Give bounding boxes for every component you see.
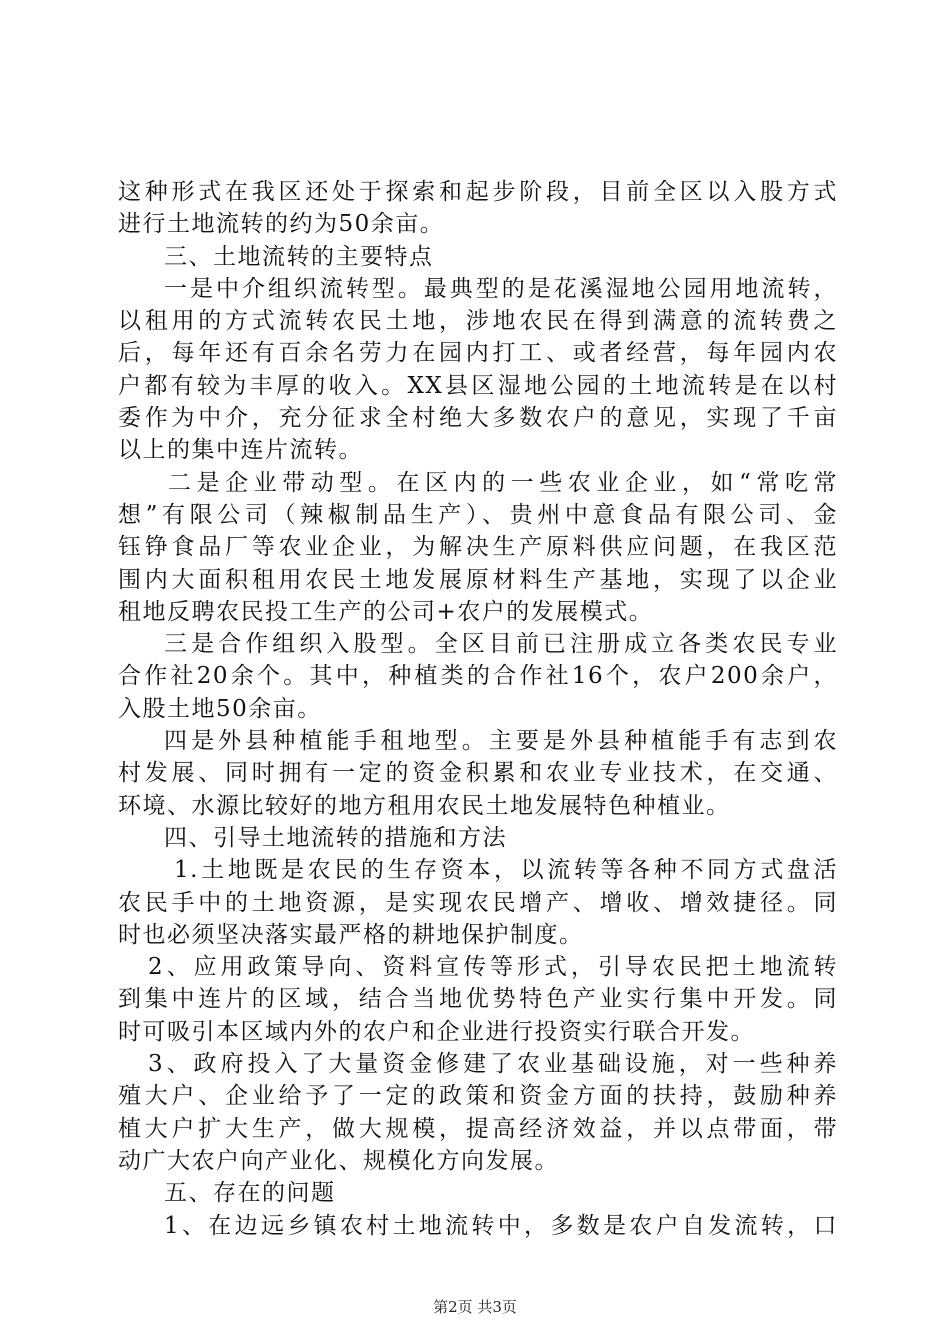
text-line: 以上的集中连片流转。 (118, 437, 363, 464)
text-line: 动广大农户向产业化、规模化方向发展。 (118, 1147, 559, 1174)
text-line: 后，每年还有百余名劳力在园内打工、或者经营，每年园内农 (118, 340, 838, 367)
text-line: 1、在边远乡镇农村土地流转中，多数是农户自发流转，口 (164, 1212, 838, 1239)
text-line: 1.土地既是农民的生存资本，以流转等各种不同方式盘活 (174, 857, 838, 884)
text-line: 三、土地流转的主要特点 (164, 243, 434, 270)
text-line: 合作社20余个。其中，种植类的合作社16个，农户200余户， (118, 663, 838, 690)
text-line: 殖大户、企业给予了一定的政策和资金方面的扶持，鼓励种养 (118, 1083, 838, 1110)
text-line: 二是企业带动型。在区内的一些农业企业，如“常吃常 (168, 469, 838, 496)
text-line: 租地反聘农民投工生产的公司+农户的发展模式。 (118, 598, 654, 625)
text-line: 时也必须坚决落实最严格的耕地保护制度。 (118, 921, 584, 948)
text-line: 五、存在的问题 (164, 1180, 336, 1207)
text-line: 钰铮食品厂等农业企业，为解决生产原料供应问题，在我区范 (118, 534, 838, 561)
text-line: 这种形式在我区还处于探索和起步阶段，目前全区以入股方式 (118, 179, 838, 205)
text-line: 环境、水源比较好的地方租用农民土地发展特色种植业。 (118, 792, 731, 819)
text-line: 时可吸引本区域内外的农户和企业进行投资实行联合开发。 (118, 1018, 755, 1045)
text-line: 一是中介组织流转型。最典型的是花溪湿地公园用地流转， (164, 275, 838, 302)
text-line: 3、政府投入了大量资金修建了农业基础设施，对一些种养 (148, 1051, 838, 1078)
body-text (118, 176, 838, 1242)
text-line: 进行土地流转的约为50余亩。 (118, 211, 445, 238)
text-line: 三是合作组织入股型。全区目前已注册成立各类农民专业 (164, 631, 838, 658)
text-line: 户都有较为丰厚的收入。XX县区湿地公园的土地流转是在以村 (118, 372, 838, 399)
text-line: 2、应用政策导向、资料宣传等形式，引导农民把土地流转 (148, 954, 838, 981)
page-footer: 第2页 共3页 (433, 1298, 517, 1316)
text-line: 围内大面积租用农民土地发展原材料生产基地，实现了以企业 (118, 566, 838, 593)
text-line: 入股土地50余亩。 (118, 695, 322, 722)
text-line: 村发展、同时拥有一定的资金积累和农业专业技术，在交通、 (118, 760, 838, 787)
text-line: 农民手中的土地资源，是实现农民增产、增收、增效捷径。同 (118, 889, 838, 916)
text-line: 四是外县种植能手租地型。主要是外县种植能手有志到农 (164, 728, 838, 755)
text-line: 委作为中介，充分征求全村绝大多数农户的意见，实现了千亩 (118, 405, 838, 432)
text-line: 四、引导土地流转的措施和方法 (164, 824, 507, 851)
text-line: 到集中连片的区域，结合当地优势特色产业实行集中开发。同 (118, 986, 838, 1013)
text-line: 植大户扩大生产，做大规模，提高经济效益，并以点带面，带 (118, 1115, 838, 1142)
text-line: 想”有限公司（辣椒制品生产）、贵州中意食品有限公司、金 (118, 501, 838, 528)
text-line: 以租用的方式流转农民土地，涉地农民在得到满意的流转费之 (118, 308, 838, 335)
